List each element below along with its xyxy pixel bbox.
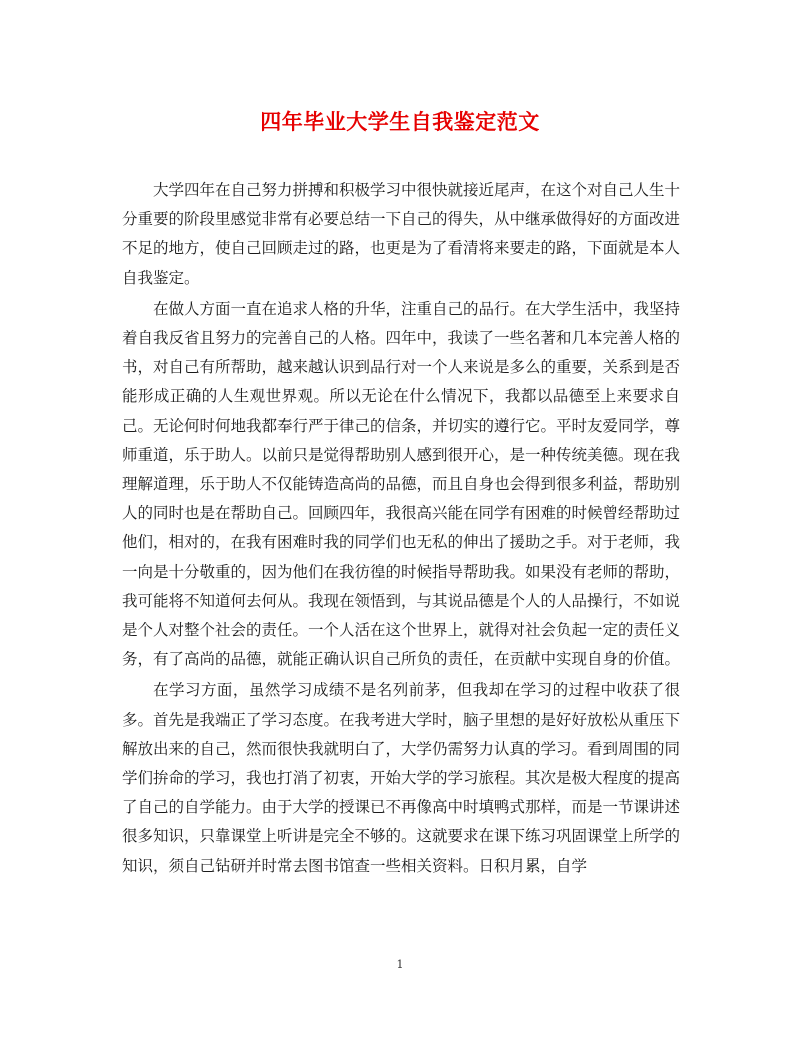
paragraph-character: 在做人方面一直在追求人格的升华，注重自己的品行。在大学生活中，我坚持着自我反省且努力的完善自己的人格。四年中，我读了一些名著和几本完善人格的书，对自己有所帮助，越来越认识到品行对一个人来说是多么的重要，关系到是否能形成正确的人生观世界观。所以无论在什么情况下，我都以品德至上来要求自己。无论何时何地我都奉行严于律己的信条，并切实的遵行它。平时友爱同学，尊师重道，乐于助人。以前只是觉得帮助别人感到很开心，是一种传统美德。现在我理解道理，乐于助人不仅能铸造高尚的品德，而且自身也会得到很多利益，帮助别人的同时也是在帮助自己。回顾四年，我很高兴能在同学有困难的时候曾经帮助过他们，相对的，在我有困难时我的同学们也无私的伸出了援助之手。对于老师，我一向是十分敬重的，因为他们在我彷徨的时候指导帮助我。如果没有老师的帮助，我可能将不知道何去何从。我现在领悟到，与其说品德是个人的人品操行，不如说是个人对整个社会的责任。一个人活在这个世界上，就得对社会负起一定的责任义务，有了高尚的品德，就能正确认识自己所负的责任，在贡献中实现自身的价值。	[122, 299, 681, 669]
page-number: 1	[396, 958, 404, 971]
document-title: 四年毕业大学生自我鉴定范文	[260, 109, 540, 134]
document-body	[122, 176, 680, 883]
paragraph-study: 在学习方面，虽然学习成绩不是名列前茅，但我却在学习的过程中收获了很多。首先是我端正了学习态度。在我考进大学时，脑子里想的是好好放松从重压下解放出来的自己，然而很快我就明白了，大学仍需努力认真的学习。看到周围的同学们拚命的学习，我也打消了初衷，开始大学的学习旅程。其次是极大程度的提高了自己的自学能力。由于大学的授课已不再像高中时填鸭式那样，而是一节课讲述很多知识，只靠课堂上听讲是完全不够的。这就要求在课下练习巩固课堂上所学的知识，须自己钻研并时常去图书馆查一些相关资料。日积月累，自学	[122, 681, 681, 875]
paragraph-intro: 大学四年在自己努力拼搏和积极学习中很快就接近尾声，在这个对自己人生十分重要的阶段里感觉非常有必要总结一下自己的得失，从中继承做得好的方面改进不足的地方，使自己回顾走过的路，也更是为了看清将来要走的路，下面就是本人自我鉴定。	[122, 181, 681, 287]
